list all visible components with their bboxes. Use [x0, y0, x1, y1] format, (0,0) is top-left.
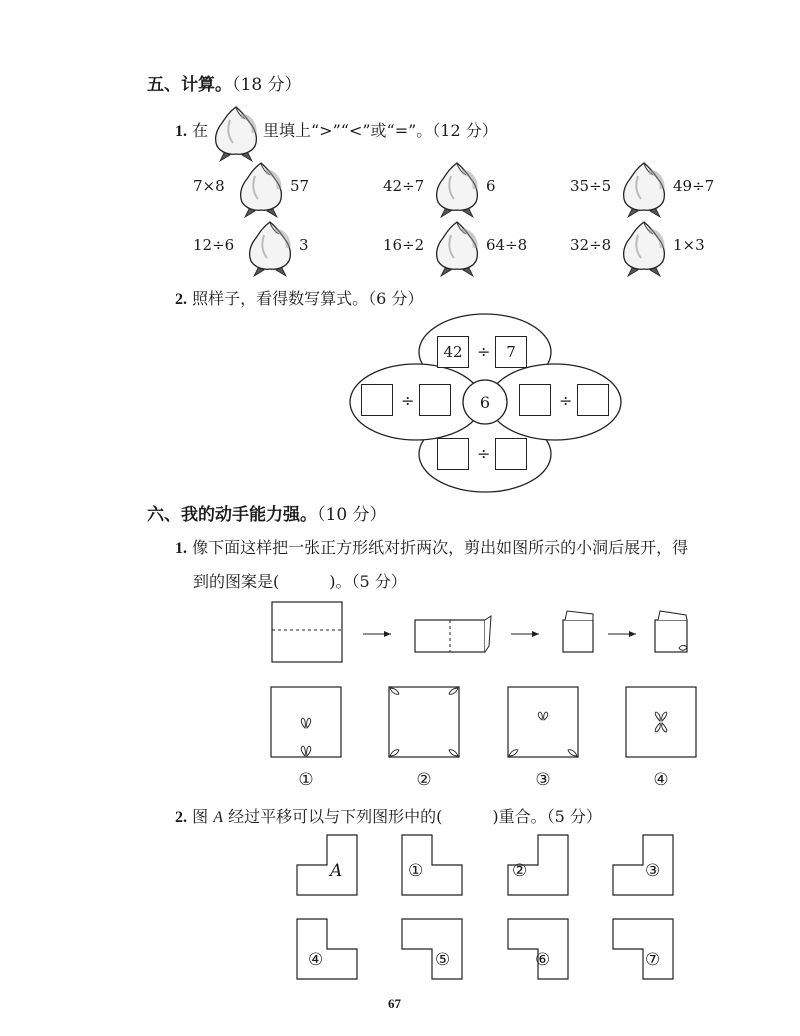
section-6-points: （10 分）: [317, 505, 387, 525]
compare-6-right: 1×3: [673, 236, 705, 254]
q5-2-text: 照样子，看得数写算式。（6 分）: [192, 289, 424, 308]
q5-1-pre: 在: [192, 121, 209, 140]
center-quotient: 6: [479, 392, 491, 412]
q6-1-line2: [193, 569, 407, 592]
folding-steps-diagram: [265, 596, 705, 666]
compare-3-right: 49÷7: [673, 177, 715, 195]
compare-3-left: 35÷5: [570, 177, 612, 195]
shape-a[interactable]: [296, 834, 358, 896]
peach-answer-blank-2[interactable]: [432, 160, 482, 218]
shape-5-label: ⑤: [435, 950, 451, 970]
left-divide-sign: ÷: [401, 391, 415, 410]
peach-answer-blank-5[interactable]: [432, 219, 482, 277]
shape-1-label: ①: [408, 861, 424, 881]
section-5-title: 五、计算。: [147, 75, 232, 95]
shape-4[interactable]: [296, 918, 358, 980]
peach-answer-blank-1[interactable]: [236, 160, 286, 218]
q6-2-mid: 经过平移可以与下列图形中的(: [228, 807, 443, 826]
option-4-label: ④: [653, 770, 669, 790]
compare-2-right: 6: [486, 177, 496, 195]
q6-2-shape-label: A: [213, 809, 223, 826]
section-6-heading: [147, 500, 387, 525]
shape-2-label: ②: [512, 861, 528, 881]
left-dividend-answer-box[interactable]: [361, 384, 393, 416]
option-2-label: ②: [416, 770, 432, 790]
q5-2-number: 2.: [175, 291, 187, 308]
q6-2-instruction: [175, 804, 602, 827]
compare-4-left: 12÷6: [193, 236, 235, 254]
q6-2-pre: 图: [192, 807, 209, 826]
compare-2-left: 42÷7: [383, 177, 425, 195]
bottom-divisor-answer-box[interactable]: [495, 438, 527, 470]
option-4-pattern[interactable]: [625, 686, 697, 758]
shape-7-label: ⑦: [645, 950, 661, 970]
top-divide-sign: ÷: [477, 342, 491, 361]
section-6-title: 六、我的动手能力强。: [147, 505, 317, 525]
q6-2-number: 2.: [175, 809, 187, 826]
right-divide-sign: ÷: [559, 391, 573, 410]
section-5-heading: [147, 70, 302, 95]
compare-5-right: 64÷8: [486, 236, 528, 254]
page-number: 67: [388, 996, 401, 1011]
option-2-pattern[interactable]: [388, 686, 460, 758]
shape-7[interactable]: [612, 918, 674, 980]
option-3-pattern[interactable]: [507, 686, 579, 758]
shape-6[interactable]: [507, 918, 569, 980]
right-dividend-answer-box[interactable]: [519, 384, 551, 416]
right-divisor-answer-box[interactable]: [577, 384, 609, 416]
shape-3[interactable]: [612, 834, 674, 896]
peach-icon: [211, 104, 261, 162]
option-3-label: ③: [535, 770, 551, 790]
q5-1-post: 里填上“>”“<”或“=”。（12 分）: [263, 121, 498, 140]
peach-answer-blank-6[interactable]: [619, 219, 669, 277]
option-1-label: ①: [298, 770, 314, 790]
section-5-points: （18 分）: [232, 75, 302, 95]
q5-1-instruction: [175, 118, 695, 146]
compare-1-left: 7×8: [193, 177, 225, 195]
shape-a-label: A: [330, 861, 343, 881]
q6-1-line2-post: )。（5 分）: [329, 572, 407, 591]
shape-3-label: ③: [645, 861, 661, 881]
shape-6-label: ⑥: [535, 950, 551, 970]
q5-1-number: 1.: [175, 123, 187, 140]
q6-1-line1: [175, 535, 688, 558]
division-flower-diagram: [347, 312, 627, 494]
top-dividend-box: 42: [437, 336, 469, 368]
q6-1-number: 1.: [175, 540, 187, 557]
q6-1-line2-pre: 到的图案是(: [193, 572, 280, 591]
option-1-pattern[interactable]: [270, 686, 342, 758]
shape-5[interactable]: [401, 918, 463, 980]
bottom-divide-sign: ÷: [477, 444, 491, 463]
left-divisor-answer-box[interactable]: [419, 384, 451, 416]
peach-answer-blank-3[interactable]: [619, 160, 669, 218]
compare-6-left: 32÷8: [570, 236, 612, 254]
compare-1-right: 57: [290, 177, 310, 195]
shape-4-label: ④: [308, 950, 324, 970]
q6-2-post: )重合。（5 分）: [492, 807, 602, 826]
q6-1-text: 像下面这样把一张正方形纸对折两次，剪出如图所示的小洞后展开，得: [192, 538, 689, 557]
top-divisor-box: 7: [495, 336, 527, 368]
q5-2-instruction: [175, 286, 423, 309]
bottom-dividend-answer-box[interactable]: [437, 438, 469, 470]
compare-4-right: 3: [299, 236, 309, 254]
compare-5-left: 16÷2: [383, 236, 425, 254]
peach-answer-blank-4[interactable]: [245, 219, 295, 277]
